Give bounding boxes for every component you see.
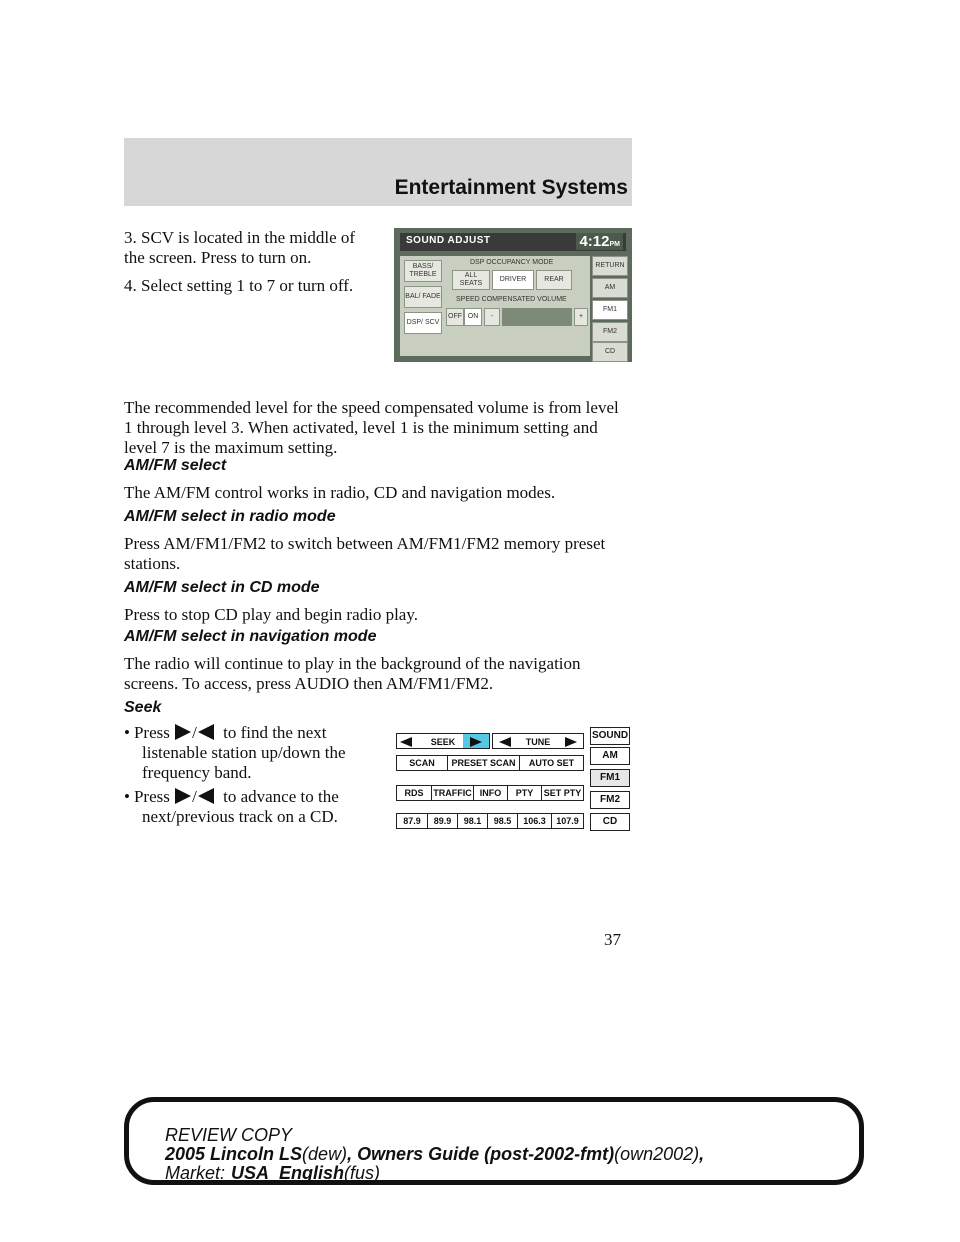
return-button[interactable]: RETURN <box>592 256 628 276</box>
auto-set-button[interactable]: AUTO SET <box>519 756 583 770</box>
intro-line-1: 3. SCV is located in the middle of <box>124 228 356 247</box>
tune-down-arrow-icon[interactable] <box>499 737 511 747</box>
cd-source-button[interactable]: CD <box>590 813 630 831</box>
tune-up-arrow-icon[interactable] <box>565 737 577 747</box>
preset-button[interactable]: 107.9 <box>551 814 583 828</box>
seek-bullet-1: • Press / to find the next <box>124 723 327 742</box>
preset-button[interactable]: 98.1 <box>457 814 487 828</box>
scv-label: SPEED COMPENSATED VOLUME <box>456 296 567 303</box>
seek-bullet-2: • Press / to advance to the <box>124 787 339 806</box>
clock: 4:12PM <box>576 233 623 250</box>
intro-line-2: the screen. Press to turn on. <box>124 248 312 267</box>
sound-adjust-screen <box>394 228 632 362</box>
seek-label: SEEK <box>430 737 456 747</box>
driver-button[interactable]: DRIVER <box>492 270 534 290</box>
seek-bullet-2-line-2: next/previous track on a CD. <box>142 807 338 826</box>
info-button[interactable]: INFO <box>473 786 507 800</box>
seek-down-arrow-icon[interactable] <box>400 737 412 747</box>
page-title: Entertainment Systems <box>394 176 628 199</box>
rear-button[interactable]: REAR <box>536 270 572 290</box>
fm1-button[interactable]: FM1 <box>592 300 628 320</box>
seek-up-arrow-icon[interactable] <box>470 737 482 747</box>
screen-title: SOUND ADJUST <box>406 235 491 246</box>
screen-title-bar <box>400 233 626 251</box>
track-next-icon <box>174 787 192 805</box>
recommend-line-1: The recommended level for the speed compensated volume is from level <box>124 398 619 417</box>
nav-line-2: screens. To access, press AUDIO then AM/FM1/FM2. <box>124 674 494 693</box>
fm1-source-button[interactable]: FM1 <box>590 769 630 787</box>
bullet-marker: • <box>124 723 130 742</box>
document-info-line: 2005 Lincoln LS(dew), Owners Guide (post-2002-fmt)(own2002), <box>165 1144 705 1164</box>
bal-fade-button[interactable]: BAL/ FADE <box>404 286 442 308</box>
pty-button[interactable]: PTY <box>507 786 541 800</box>
cd-text: Press to stop CD play and begin radio play. <box>124 605 418 624</box>
fm2-button[interactable]: FM2 <box>592 322 628 342</box>
scv-level-bar <box>502 308 572 326</box>
dsp-mode-label: DSP OCCUPANCY MODE <box>470 259 554 266</box>
preset-button[interactable]: 87.9 <box>403 816 421 826</box>
sound-button[interactable]: SOUND <box>590 727 630 745</box>
seek-up-icon <box>174 723 192 741</box>
scan-row <box>396 755 584 771</box>
heading-cd-mode: AM/FM select in CD mode <box>124 579 320 596</box>
tune-label: TUNE <box>525 737 551 747</box>
am-source-button[interactable]: AM <box>590 747 630 765</box>
seek-bullet-1-line-2: listenable station up/down the <box>142 743 346 762</box>
scv-minus-button[interactable]: - <box>484 308 500 326</box>
rds-button[interactable]: RDS <box>404 788 424 798</box>
preset-button[interactable]: 106.3 <box>517 814 551 828</box>
seek-bullet-1-line-3: frequency band. <box>142 763 252 782</box>
traffic-button[interactable]: TRAFFIC <box>431 786 473 800</box>
fm2-source-button[interactable]: FM2 <box>590 791 630 809</box>
header-band <box>124 138 632 206</box>
heading-amfm-select: AM/FM select <box>124 457 227 474</box>
radio-line-2: stations. <box>124 554 181 573</box>
seek-down-icon <box>197 723 215 741</box>
radio-line-1: Press AM/FM1/FM2 to switch between AM/FM1/FM2 memory preset <box>124 534 606 553</box>
page-number: 37 <box>604 930 621 949</box>
heading-radio-mode: AM/FM select in radio mode <box>124 508 336 525</box>
seek-control[interactable] <box>396 733 490 749</box>
review-copy-label: REVIEW COPY <box>165 1125 293 1145</box>
scv-off-button[interactable]: OFF <box>446 308 464 326</box>
bullet-marker: • <box>124 787 130 806</box>
market-line: Market: USA_English(fus) <box>165 1163 381 1183</box>
recommend-line-3: level 7 is the maximum setting. <box>124 438 338 457</box>
amfm-text: The AM/FM control works in radio, CD and navigation modes. <box>124 483 556 502</box>
recommend-line-2: 1 through level 3. When activated, level 1 is the minimum setting and <box>124 418 598 437</box>
scan-button[interactable]: SCAN <box>409 758 435 768</box>
preset-button[interactable]: 89.9 <box>427 814 457 828</box>
heading-nav-mode: AM/FM select in navigation mode <box>124 628 377 645</box>
tune-control[interactable] <box>492 733 584 749</box>
preset-row <box>396 813 584 829</box>
am-button[interactable]: AM <box>592 278 628 298</box>
intro-line-3: 4. Select setting 1 to 7 or turn off. <box>124 276 354 295</box>
preset-button[interactable]: 98.5 <box>487 814 517 828</box>
bass-treble-button[interactable]: BASS/ TREBLE <box>404 260 442 282</box>
heading-seek: Seek <box>124 699 162 716</box>
scv-on-button[interactable]: ON <box>464 308 482 326</box>
track-previous-icon <box>197 787 215 805</box>
set-pty-button[interactable]: SET PTY <box>541 786 583 800</box>
scv-plus-button[interactable]: + <box>574 308 588 326</box>
nav-line-1: The radio will continue to play in the background of the navigation <box>124 654 581 673</box>
rds-row <box>396 785 584 801</box>
all-seats-button[interactable]: ALL SEATS <box>452 270 490 290</box>
preset-scan-button[interactable]: PRESET SCAN <box>447 756 519 770</box>
dsp-scv-button[interactable]: DSP/ SCV <box>404 312 442 334</box>
cd-button[interactable]: CD <box>592 342 628 362</box>
settings-panel <box>400 256 590 356</box>
